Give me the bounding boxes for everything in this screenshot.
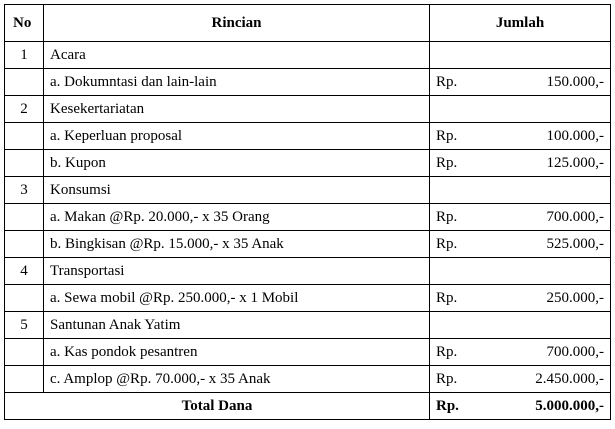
total-row	[5, 393, 611, 420]
section-number: 2	[5, 96, 44, 123]
amount-cell	[430, 339, 611, 366]
total-currency-label: Rp.	[436, 397, 459, 414]
currency-label: Rp.	[436, 235, 458, 252]
item-description: c. Amplop @Rp. 70.000,- x 35 Anak	[44, 366, 430, 393]
amount-value: 525.000,-	[546, 235, 604, 252]
empty-amount-cell	[430, 312, 611, 339]
section-title: Konsumsi	[44, 177, 430, 204]
currency-label: Rp.	[436, 73, 458, 90]
header-rincian: Rincian	[44, 5, 430, 42]
item-description: a. Sewa mobil @Rp. 250.000,- x 1 Mobil	[44, 285, 430, 312]
amount-value: 700.000,-	[546, 208, 604, 225]
empty-number-cell	[5, 150, 44, 177]
currency-label: Rp.	[436, 127, 458, 144]
table-body	[5, 42, 611, 420]
empty-number-cell	[5, 285, 44, 312]
amount-value: 2.450.000,-	[535, 370, 604, 387]
item-description: a. Kas pondok pesantren	[44, 339, 430, 366]
currency-label: Rp.	[436, 208, 458, 225]
table-row	[5, 285, 611, 312]
amount-cell	[430, 285, 611, 312]
empty-amount-cell	[430, 258, 611, 285]
section-number: 3	[5, 177, 44, 204]
budget-table-container	[4, 4, 610, 420]
empty-amount-cell	[430, 177, 611, 204]
currency-label: Rp.	[436, 343, 458, 360]
amount-value: 150.000,-	[546, 73, 604, 90]
section-row	[5, 177, 611, 204]
amount-cell	[430, 231, 611, 258]
amount-cell	[430, 204, 611, 231]
item-description: a. Keperluan proposal	[44, 123, 430, 150]
amount-cell	[430, 150, 611, 177]
table-row	[5, 204, 611, 231]
table-row	[5, 123, 611, 150]
total-amount-cell	[430, 393, 611, 420]
amount-cell	[430, 123, 611, 150]
item-description: a. Dokumntasi dan lain-lain	[44, 69, 430, 96]
amount-cell	[430, 69, 611, 96]
section-title: Acara	[44, 42, 430, 69]
table-row	[5, 339, 611, 366]
section-row	[5, 42, 611, 69]
table-row	[5, 69, 611, 96]
item-description: b. Kupon	[44, 150, 430, 177]
section-number: 4	[5, 258, 44, 285]
amount-value: 125.000,-	[546, 154, 604, 171]
table-row	[5, 150, 611, 177]
amount-value: 250.000,-	[546, 289, 604, 306]
table-row	[5, 231, 611, 258]
currency-label: Rp.	[436, 154, 458, 171]
empty-number-cell	[5, 204, 44, 231]
empty-amount-cell	[430, 96, 611, 123]
amount-cell	[430, 366, 611, 393]
table-row	[5, 366, 611, 393]
amount-value: 700.000,-	[546, 343, 604, 360]
section-number: 1	[5, 42, 44, 69]
budget-table	[4, 4, 611, 420]
empty-number-cell	[5, 366, 44, 393]
section-row	[5, 312, 611, 339]
section-number: 5	[5, 312, 44, 339]
total-label: Total Dana	[5, 393, 430, 420]
total-amount-value: 5.000.000,-	[535, 397, 604, 414]
currency-label: Rp.	[436, 370, 458, 387]
empty-number-cell	[5, 123, 44, 150]
empty-number-cell	[5, 69, 44, 96]
section-title: Santunan Anak Yatim	[44, 312, 430, 339]
section-title: Kesekertariatan	[44, 96, 430, 123]
header-no: No	[5, 5, 44, 42]
item-description: a. Makan @Rp. 20.000,- x 35 Orang	[44, 204, 430, 231]
currency-label: Rp.	[436, 289, 458, 306]
section-title: Transportasi	[44, 258, 430, 285]
table-header-row	[5, 5, 611, 42]
item-description: b. Bingkisan @Rp. 15.000,- x 35 Anak	[44, 231, 430, 258]
section-row	[5, 258, 611, 285]
header-jumlah: Jumlah	[430, 5, 611, 42]
empty-number-cell	[5, 231, 44, 258]
amount-value: 100.000,-	[546, 127, 604, 144]
section-row	[5, 96, 611, 123]
empty-number-cell	[5, 339, 44, 366]
empty-amount-cell	[430, 42, 611, 69]
